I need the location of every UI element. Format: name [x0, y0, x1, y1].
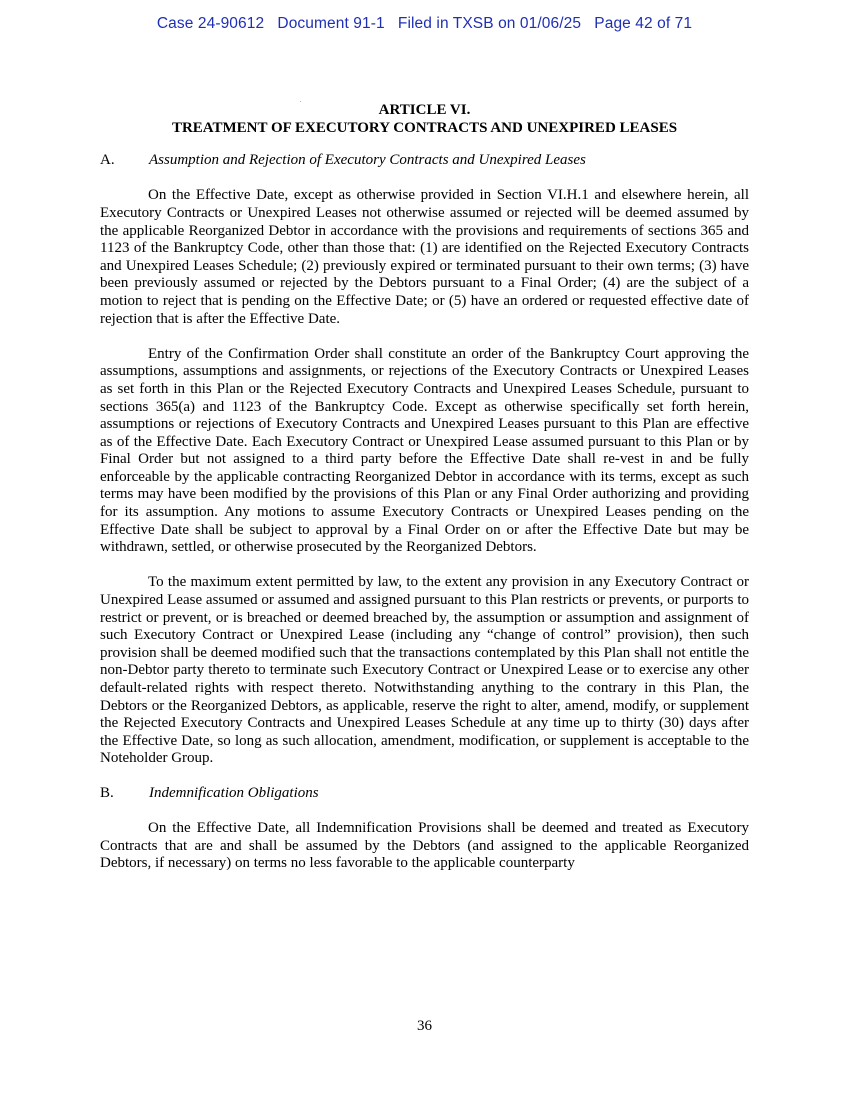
section-heading-b [100, 785, 749, 803]
section-letter: A. [100, 152, 115, 169]
page-number: 36 [417, 1018, 432, 1034]
section-heading-a [100, 152, 749, 170]
section-title: Indemnification Obligations [149, 784, 319, 801]
section-letter: B. [100, 784, 114, 801]
article-heading [100, 102, 749, 137]
paragraph: Entry of the Confirmation Order shall constitute an order of the Bankruptcy Court approving the assumptions, assumptions and assignments, or rejections of the Executory Contracts or Unexpired Leases as set forth in this Plan or the Rejected Executory Contracts and Unexpired Leases Schedule, pursuant to sections 365(a) and 1123 of the Bankruptcy Code. Except as otherwise specifically set forth herein, assumptions or rejections of Executory Contracts and Unexpired Leases pursuant to this Plan are effective as of the Effective Date. Each Executory Contract or Unexpired Lease assumed pursuant to this Plan or by Final Order but not assigned to a third party before the Effective Date shall re-vest in and be fully enforceable by the applicable contracting Reorganized Debtor in accordance with its terms, except as such terms may have been modified by the provisions of this Plan or any Final Order authorizing and providing for its assumption. Any motions to assume Executory Contracts or Unexpired Leases pending on the Effective Date shall be subject to approval by a Final Order on or after the Effective Date but may be withdrawn, settled, or otherwise prosecuted by the Reorganized Debtors. [100, 345, 749, 556]
case-filing-stamp: Case 24-90612 Document 91-1 Filed in TXSB on 01/06/25 Page 42 of 71 [156, 15, 693, 32]
article-title: TREATMENT OF EXECUTORY CONTRACTS AND UNEXPIRED LEASES [171, 119, 678, 136]
paragraph: On the Effective Date, except as otherwise provided in Section VI.H.1 and elsewhere herein, all Executory Contracts or Unexpired Leases not otherwise assumed or rejected will be deemed assumed by the applicable Reorganized Debtor in accordance with the provisions and requirements of sections 365 and 1123 of the Bankruptcy Code, other than those that: (1) are identified on the Rejected Executory Contracts and Unexpired Leases Schedule; (2) previously expired or terminated pursuant to their own terms; (3) have been previously assumed or rejected by the Debtors pursuant to a Final Order; (4) are the subject of a motion to reject that is pending on the Effective Date; or (5) have an ordered or requested effective date of rejection that is after the Effective Date. [100, 187, 749, 327]
section-title: Assumption and Rejection of Executory Contracts and Unexpired Leases [149, 152, 586, 169]
paragraph: To the maximum extent permitted by law, to the extent any provision in any Executory Contract or Unexpired Lease assumed or assumed and assigned pursuant to this Plan restricts or prevents, or purports to restrict or prevent, or is breached or deemed breached by, the assumption or assumption and assignment of such Executory Contract or Unexpired Lease (including any “change of control” provision), then such provision shall be deemed modified such that the transactions contemplated by this Plan shall not entitle the non-Debtor party thereto to terminate such Executory Contract or Unexpired Lease or to exercise any other default-related rights with respect thereto. Notwithstanding anything to the contrary in this Plan, the Debtors or the Reorganized Debtors, as applicable, reserve the right to alter, amend, modify, or supplement the Rejected Executory Contracts and Unexpired Leases Schedule at any time up to thirty (30) days after the Effective Date, so long as such allocation, amendment, modification, or supplement is acceptable to the Noteholder Group. [100, 574, 749, 767]
article-number: ARTICLE VI. [378, 102, 471, 118]
document-body [100, 102, 749, 873]
paragraph: On the Effective Date, all Indemnification Provisions shall be deemed and treated as Executory Contracts that are and shall be assumed by the Debtors (and assigned to the applicable Reorganized Debtors, if necessary) on terms no less favorable to the applicable counterparty [100, 820, 749, 872]
